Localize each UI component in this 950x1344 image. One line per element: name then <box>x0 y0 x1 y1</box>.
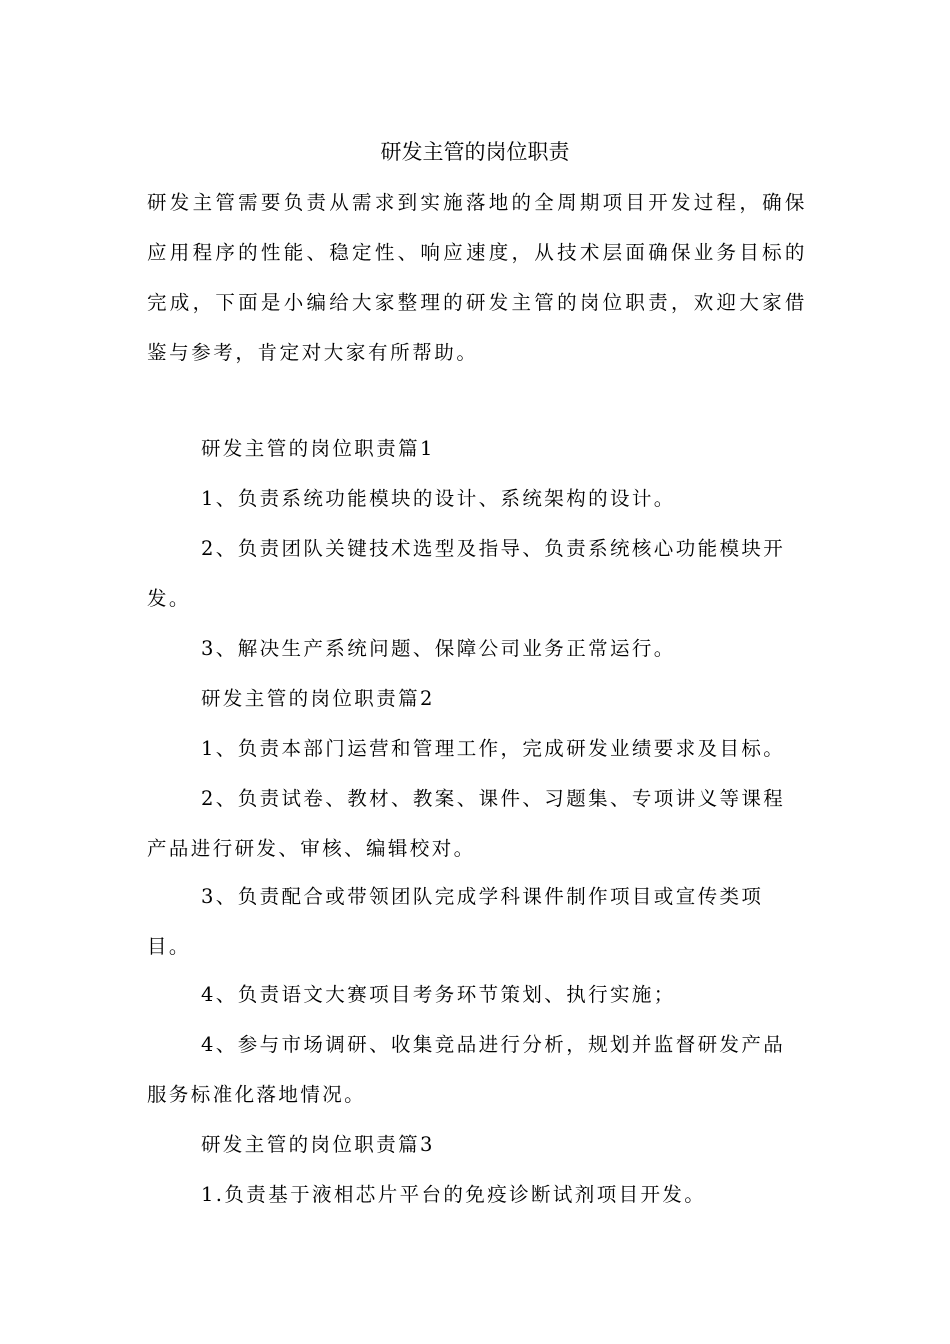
section-2-item-3: 3、负责配合或带领团队完成学科课件制作项目或宣传类项目。 <box>147 885 764 958</box>
intro-paragraph: 研发主管需要负责从需求到实施落地的全周期项目开发过程，确保应用程序的性能、稳定性、响应速度，从技术层面确保业务目标的完成，下面是小编给大家整理的研发主管的岗位职责，欢迎大家借鉴与参考，肯定对大家有所帮助。 <box>147 191 807 364</box>
section-2-item-2: 2、负责试卷、教材、教案、课件、习题集、专项讲义等课程产品进行研发、审核、编辑校对。 <box>147 787 786 860</box>
section-1-item-3: 3、解决生产系统问题、保障公司业务正常运行。 <box>201 637 676 660</box>
section-2-item-1: 1、负责本部门运营和管理工作，完成研发业绩要求及目标。 <box>201 737 786 760</box>
section-3-heading: 研发主管的岗位职责篇3 <box>201 1133 435 1156</box>
section-2-item-5: 4、参与市场调研、收集竞品进行分析，规划并监督研发产品服务标准化落地情况。 <box>147 1033 786 1106</box>
section-1-item-2: 2、负责团队关键技术选型及指导、负责系统核心功能模块开发。 <box>147 537 786 610</box>
section-2-heading: 研发主管的岗位职责篇2 <box>201 687 435 710</box>
section-3-item-1: 1.负责基于液相芯片平台的免疫诊断试剂项目开发。 <box>201 1183 707 1206</box>
section-2-item-4: 4、负责语文大赛项目考务环节策划、执行实施； <box>201 983 676 1006</box>
section-1-item-1: 1、负责系统功能模块的设计、系统架构的设计。 <box>201 487 676 510</box>
section-1-heading: 研发主管的岗位职责篇1 <box>201 437 435 460</box>
page-title: 研发主管的岗位职责 <box>380 140 570 164</box>
